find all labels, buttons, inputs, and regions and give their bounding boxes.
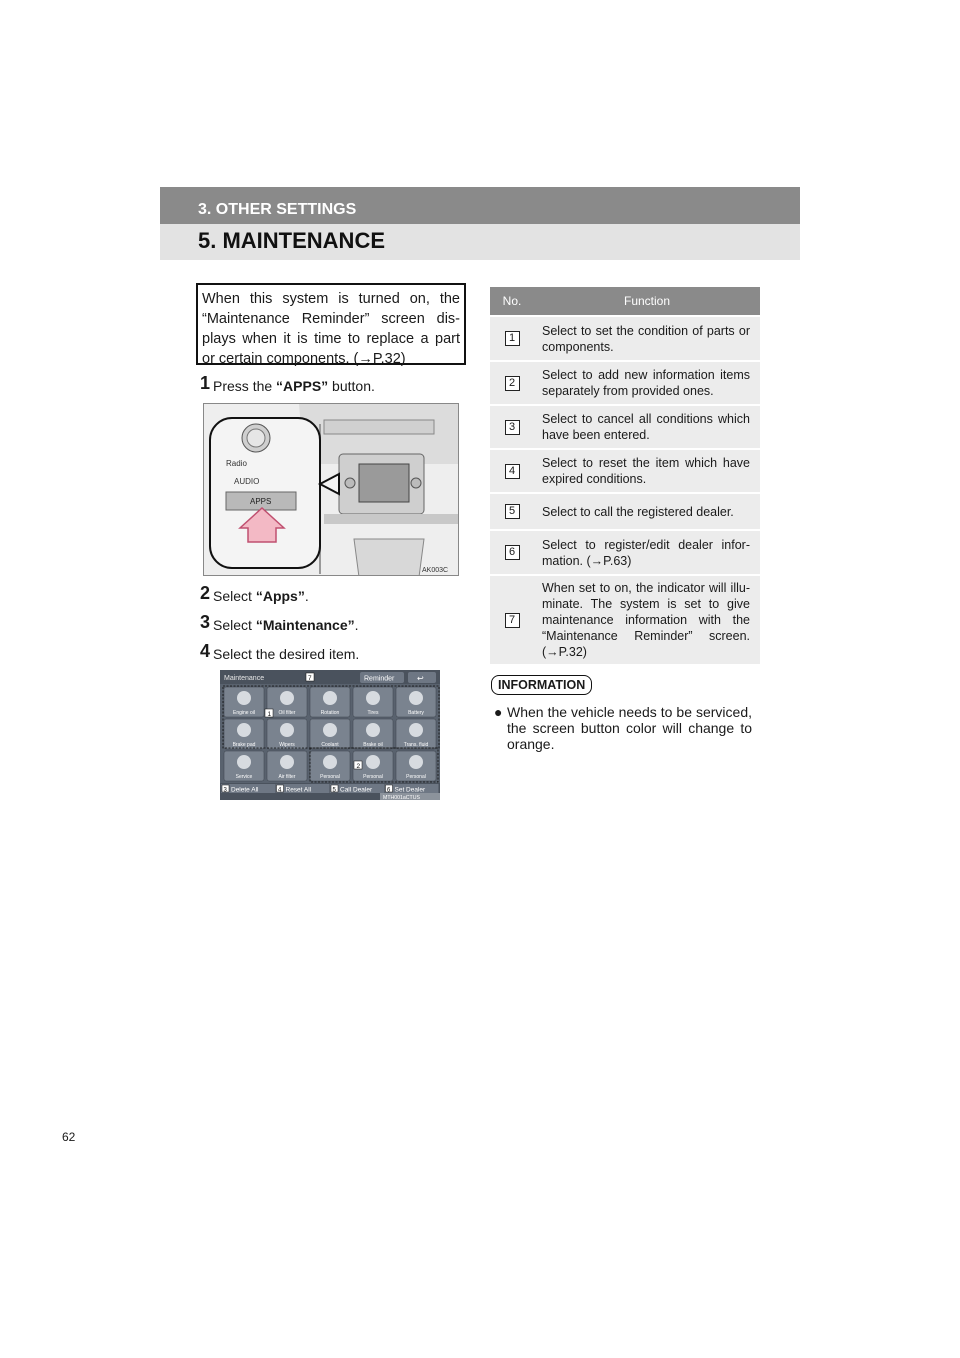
item-label: Battery xyxy=(408,710,424,716)
item-label: Service xyxy=(235,774,253,780)
step-number: 4 xyxy=(200,641,211,661)
function-text: Select to call the registered dealer. xyxy=(542,504,734,519)
item-label: Air filter xyxy=(278,774,296,780)
intro-line: When this system is turned on, the xyxy=(202,291,460,307)
number-badge: 7 xyxy=(505,613,520,628)
function-text: Select to add new information items separately from provided ones. xyxy=(542,368,750,398)
screen-bottom-button[interactable] xyxy=(276,784,330,794)
item-label: Rotation xyxy=(320,710,340,716)
item-label: Wipers xyxy=(279,742,295,748)
table-row xyxy=(490,492,760,529)
col-no-header: No. xyxy=(502,294,522,308)
step-text: Press the xyxy=(213,378,277,394)
item-icon xyxy=(323,755,337,769)
maintenance-item-tile[interactable] xyxy=(310,719,350,749)
svg-text:2: 2 xyxy=(356,763,361,770)
intro-line: “Maintenance Reminder” screen dis- xyxy=(202,311,460,327)
step-text: Select xyxy=(213,588,256,604)
maintenance-item-tile[interactable] xyxy=(396,687,436,717)
maintenance-item-tile[interactable] xyxy=(224,719,264,749)
item-label: Brake pad xyxy=(232,742,256,748)
function-text: Select to reset the item which have expired conditions. xyxy=(542,456,750,486)
step-2 xyxy=(200,585,309,606)
information-tag: INFORMATION xyxy=(491,675,592,695)
back-icon: ↩ xyxy=(417,674,424,683)
bottom-button-label: Delete All xyxy=(231,786,259,794)
item-icon xyxy=(409,755,423,769)
step-keyword: “APPS” xyxy=(276,378,329,394)
page-number: 62 xyxy=(62,1130,76,1144)
function-text: Select to register/edit dealer infor-mation. (→P.63) xyxy=(542,537,750,568)
item-icon xyxy=(237,723,251,737)
item-icon xyxy=(323,691,337,705)
bullet-icon: ● xyxy=(494,704,503,720)
information-body: When the vehicle needs to be serviced, the screen button color will change to orange. xyxy=(507,704,752,752)
screen-bottom-button[interactable] xyxy=(330,784,384,794)
bottom-button-label: Set Dealer xyxy=(394,786,426,794)
svg-text:1: 1 xyxy=(267,711,272,718)
function-text: When set to on, the indicator will illu-minate. The system is set to give maintenance information with the “Maintenance Reminder” screen. (→P.32) xyxy=(542,581,750,659)
screen-bottom-button[interactable] xyxy=(385,784,439,794)
step-number: 2 xyxy=(200,583,211,603)
apps-label: APPS xyxy=(250,497,272,506)
item-label: Oil filter xyxy=(278,710,296,716)
table-row xyxy=(490,360,760,404)
reminder-button: Reminder xyxy=(364,675,395,683)
table-header xyxy=(490,287,760,315)
item-icon xyxy=(366,723,380,737)
dashboard-photo xyxy=(203,403,459,576)
table-row xyxy=(490,404,760,448)
bottom-button-label: Reset All xyxy=(285,786,312,794)
photo-code: AK003C xyxy=(422,567,449,574)
step-3 xyxy=(200,614,359,635)
col-function-header: Function xyxy=(623,294,671,308)
item-label: Brake oil xyxy=(363,742,383,748)
dashboard-illustration xyxy=(204,404,459,576)
step-number: 1 xyxy=(200,373,211,393)
radio-label: Radio xyxy=(226,459,247,468)
item-label: Coolant xyxy=(321,742,339,748)
step-keyword: “Maintenance” xyxy=(255,617,355,633)
item-icon xyxy=(323,723,337,737)
table-row xyxy=(490,574,760,664)
screen-bottom-button[interactable] xyxy=(221,784,275,794)
intro-box xyxy=(196,283,466,365)
item-icon xyxy=(237,691,251,705)
number-badge: 4 xyxy=(505,464,520,479)
item-icon xyxy=(237,755,251,769)
step-text: button. xyxy=(328,378,375,394)
item-label: Personal xyxy=(406,774,426,780)
maintenance-screen xyxy=(220,670,440,800)
function-text: Select to set the condition of parts or components. xyxy=(542,323,750,354)
item-label: Personal xyxy=(320,774,340,780)
svg-text:7: 7 xyxy=(308,675,312,682)
item-icon xyxy=(409,723,423,737)
number-badge: 6 xyxy=(505,545,520,560)
table-row xyxy=(490,315,760,360)
screen-code: MTH001aCTUS xyxy=(383,795,420,800)
page-title-bar xyxy=(160,224,800,260)
step-text: Select xyxy=(213,617,256,633)
item-label: Engine oil xyxy=(233,710,255,716)
maintenance-item-tile[interactable] xyxy=(310,687,350,717)
information-text xyxy=(494,704,752,752)
table-row xyxy=(490,529,760,574)
maintenance-item-tile[interactable] xyxy=(353,687,393,717)
item-label: Trans. fluid xyxy=(403,742,429,748)
audio-label: AUDIO xyxy=(234,477,260,486)
item-label: Tires xyxy=(367,710,379,716)
item-icon xyxy=(366,755,380,769)
number-badge: 1 xyxy=(505,331,520,346)
step-1 xyxy=(200,375,375,396)
section-title: 3. OTHER SETTINGS xyxy=(198,201,357,218)
item-icon xyxy=(280,691,294,705)
page-title: 5. MAINTENANCE xyxy=(198,228,386,253)
intro-line: plays when it is time to replace a part xyxy=(202,331,460,347)
item-icon xyxy=(280,755,294,769)
step-4 xyxy=(200,643,359,664)
item-icon xyxy=(366,691,380,705)
svg-text:3: 3 xyxy=(223,787,227,794)
svg-text:5: 5 xyxy=(332,787,336,794)
step-keyword: “Apps” xyxy=(255,588,305,604)
maintenance-screen-illustration xyxy=(220,670,440,800)
step-text: Select the desired item. xyxy=(213,646,360,662)
item-label: Personal xyxy=(363,774,383,780)
screen-title: Maintenance xyxy=(224,675,265,682)
bottom-button-label: Call Dealer xyxy=(340,786,373,794)
maintenance-item-tile[interactable] xyxy=(396,751,436,781)
step-text: . xyxy=(304,588,309,604)
maintenance-item-tile[interactable] xyxy=(224,751,264,781)
section-header xyxy=(160,187,800,224)
svg-text:4: 4 xyxy=(278,787,282,794)
maintenance-item-tile[interactable] xyxy=(353,719,393,749)
item-icon xyxy=(409,691,423,705)
number-badge: 3 xyxy=(505,420,520,435)
function-table xyxy=(490,287,760,664)
step-text: . xyxy=(354,617,359,633)
maintenance-item-tile[interactable] xyxy=(267,751,307,781)
item-icon xyxy=(280,723,294,737)
step-number: 3 xyxy=(200,612,211,632)
table-row xyxy=(490,448,760,492)
maintenance-item-tile[interactable] xyxy=(267,719,307,749)
number-badge: 2 xyxy=(505,376,520,391)
maintenance-item-tile[interactable] xyxy=(310,751,350,781)
number-badge: 5 xyxy=(505,504,520,519)
intro-line: or certain components. (→P.32) xyxy=(202,351,406,367)
maintenance-item-tile[interactable] xyxy=(396,719,436,749)
function-text: Select to cancel all conditions which have been entered. xyxy=(542,412,750,442)
maintenance-item-tile[interactable] xyxy=(224,687,264,717)
svg-text:6: 6 xyxy=(387,787,391,794)
